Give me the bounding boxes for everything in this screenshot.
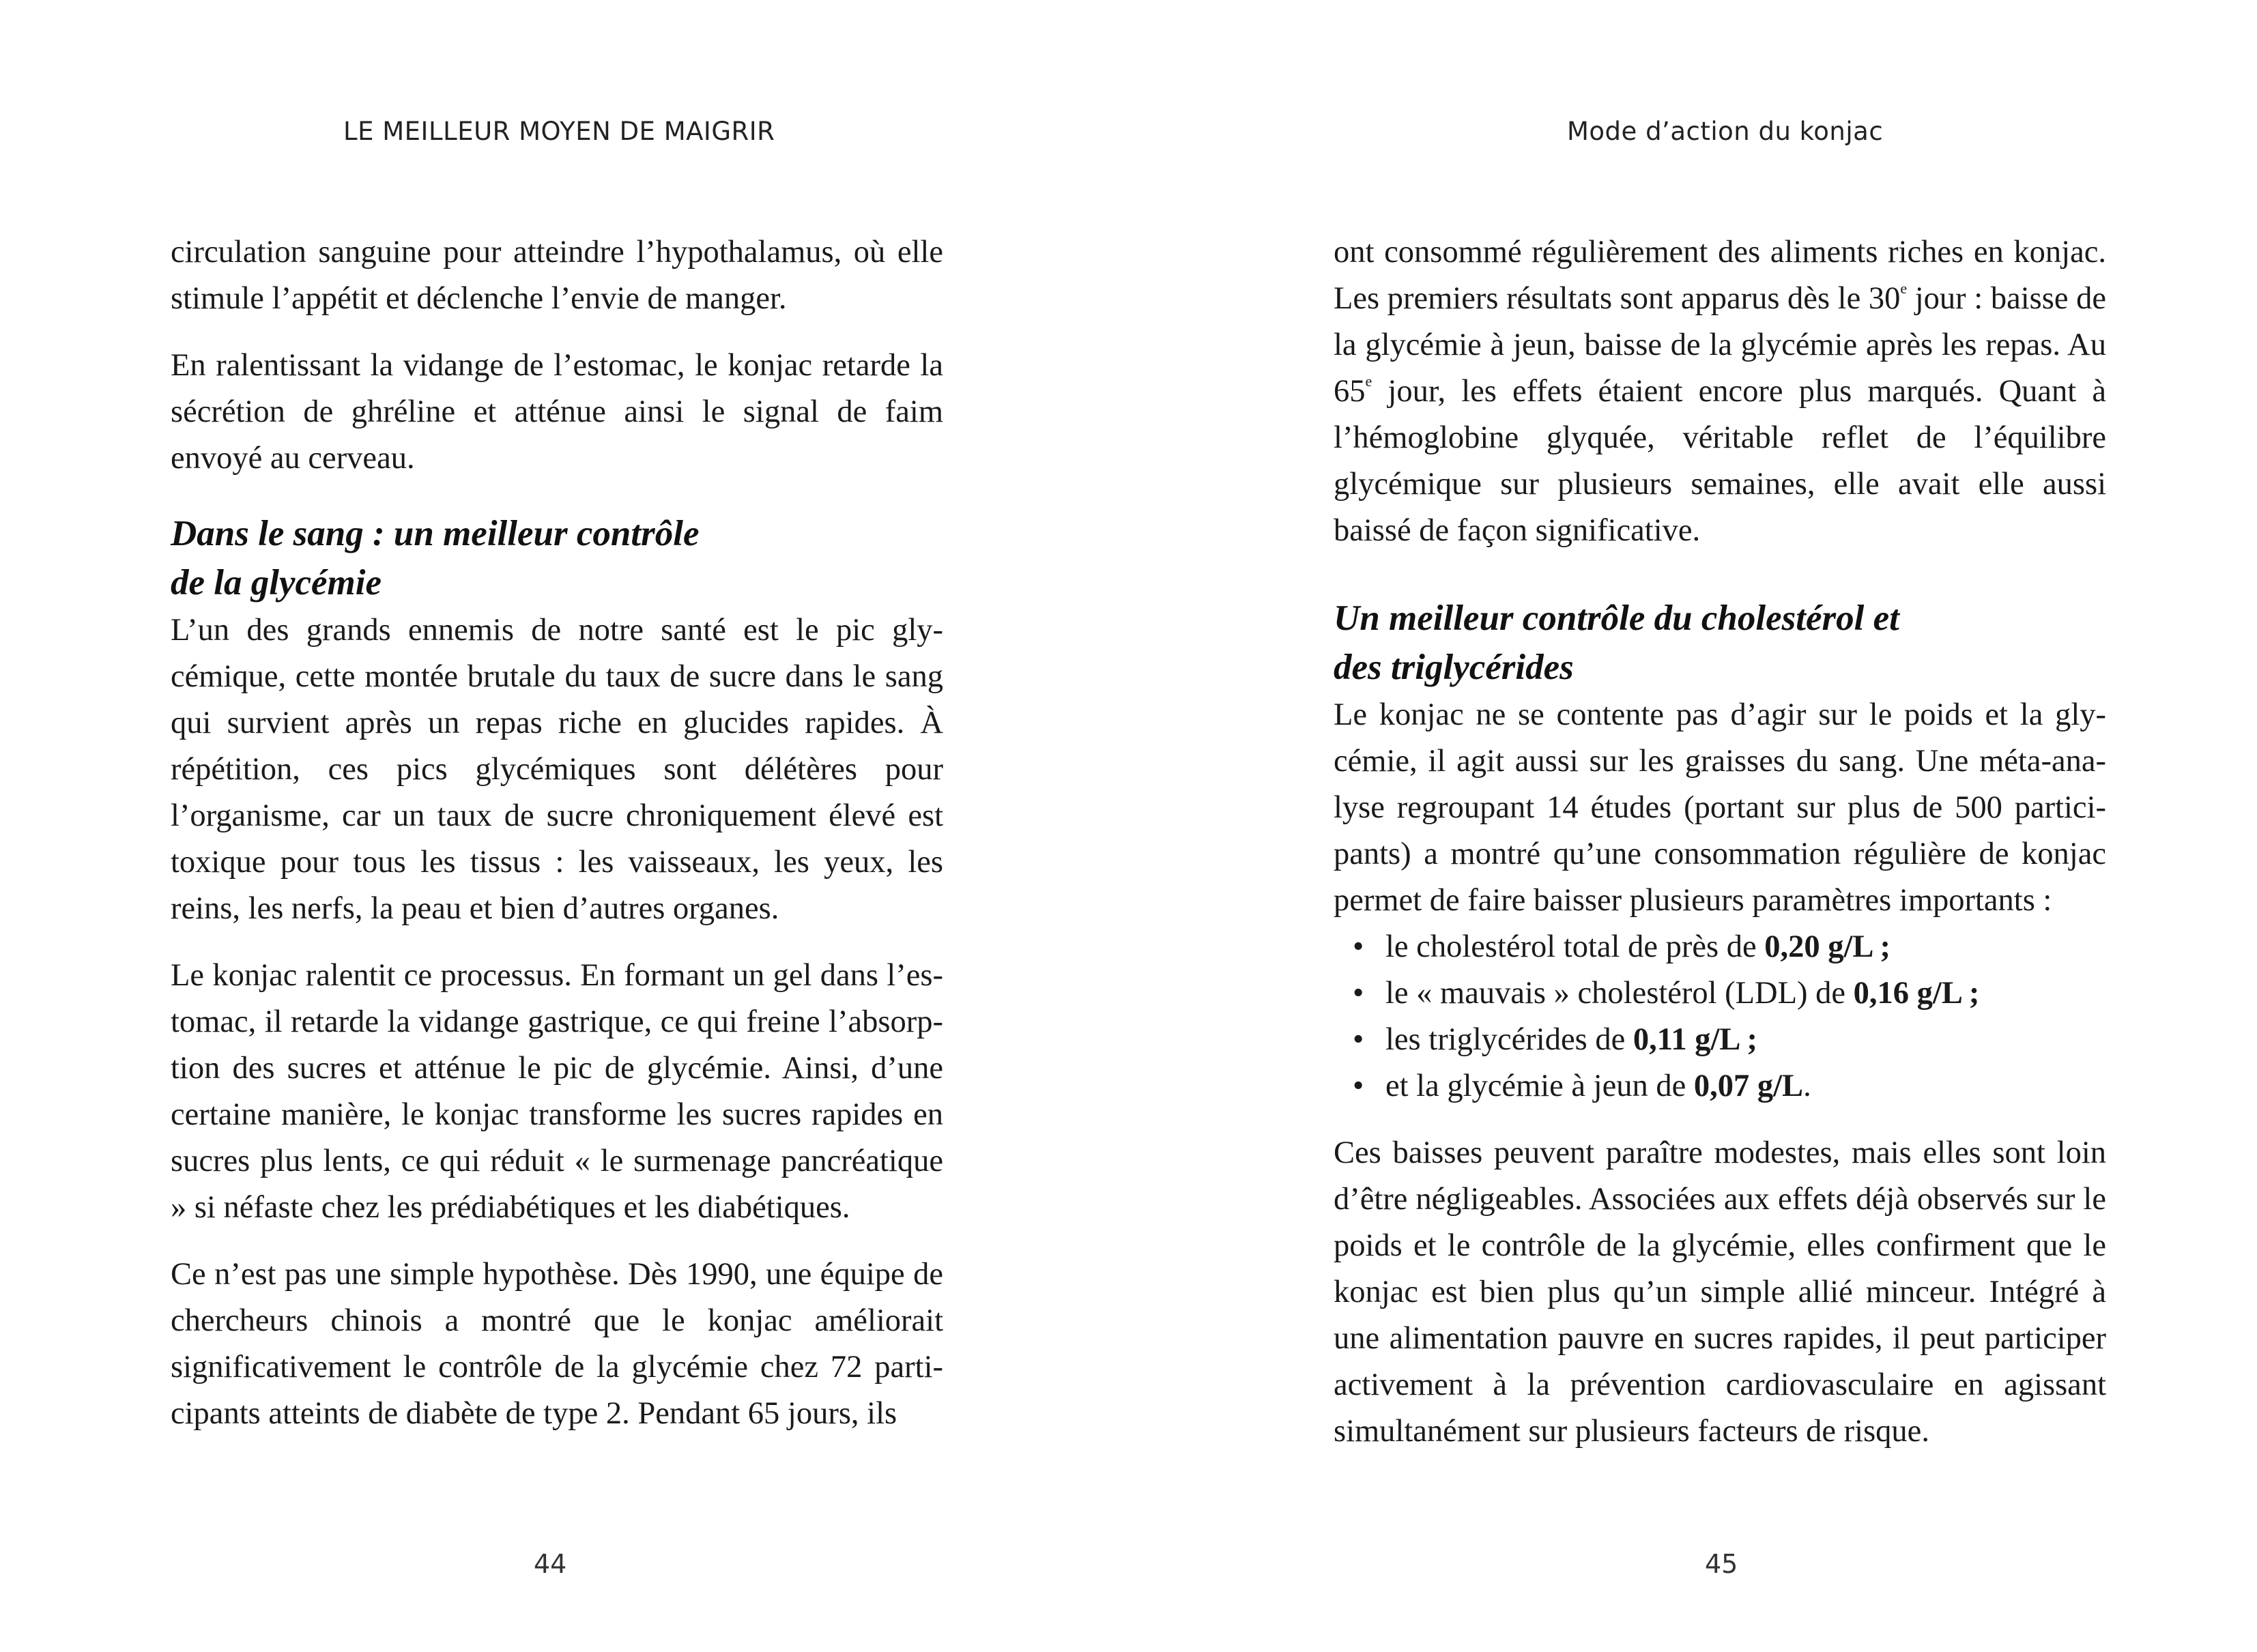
list-item-value: 0,07 g/L xyxy=(1693,1069,1804,1103)
list-item-value: 0,11 g/L ; xyxy=(1633,1022,1757,1057)
paragraph xyxy=(1334,229,2106,554)
right-page xyxy=(1129,0,2257,1652)
page-number-right: 45 xyxy=(1705,1549,1738,1579)
bullet-icon: • xyxy=(1353,929,1364,964)
paragraph: circulation sanguine pour atteindre l’hypothalamus, où elle stimule l’appétit et déclenche l’envie de manger. xyxy=(171,235,943,316)
right-text-block xyxy=(1334,229,2106,1455)
list-item xyxy=(1353,1017,2106,1063)
section-heading xyxy=(171,509,943,607)
paragraph: En ralentissant la vidange de l’estomac, le konjac retarde la sécrétion de ghréline et atténue ainsi le signal de faim envoyé au cerveau. xyxy=(171,348,943,476)
bullet-icon: • xyxy=(1353,976,1364,1011)
paragraph: Ces baisses peuvent paraître modestes, mais elles sont loin d’être négligeables. Associées aux effets déjà observés sur le poids et le contrôle de la glycémie, elles confirment que le konjac est bien plus qu’un simple allié minceur. Intégré à une alimentation pauvre en sucres rapides, il peut participer activement à la prévention cardiovasculaire en agissant simultanément sur plusieurs facteurs de risque. xyxy=(1334,1135,2106,1449)
list-item-text: le « mauvais » cholestérol (LDL) de xyxy=(1385,976,1854,1011)
list-item xyxy=(1353,1063,2106,1110)
text-run: ont consommé régulièrement des aliments riches en konjac. Les premiers résultats sont apparus dès le 30 xyxy=(1334,235,2106,316)
running-head-right: Mode d’action du konjac xyxy=(1567,117,1884,146)
paragraph: Le konjac ralentit ce processus. En formant un gel dans l’estomac, il retarde la vidange gastrique, ce qui freine l’absorption des sucres et atténue le pic de glycémie. Ainsi, d’une certaine manière, le konjac transforme les sucres rapides en sucres plus lents, ce qui réduit « le surmenage pancréatique » si néfaste chez les prédiabétiques et les diabétiques. xyxy=(171,958,943,1225)
list-item-text: et la glycémie à jeun de xyxy=(1385,1069,1694,1103)
running-head-left: LE MEILLEUR MOYEN DE MAIGRIR xyxy=(343,117,775,146)
left-text-block xyxy=(171,229,943,1437)
page-number-left: 44 xyxy=(534,1549,567,1579)
superscript: e xyxy=(1365,373,1372,390)
bullet-icon: • xyxy=(1353,1069,1364,1103)
bullet-icon: • xyxy=(1353,1022,1364,1057)
text-run: jour : baisse de la glycémie à jeun, baisse de la glycémie après les repas. Au 65 xyxy=(1334,281,2106,409)
section-heading-line: des triglycérides xyxy=(1334,648,1574,687)
list-item-text: les triglycérides de xyxy=(1385,1022,1633,1057)
list-item xyxy=(1353,924,2106,970)
paragraph: Ce n’est pas une simple hypothèse. Dès 1990, une équipe de chercheurs chinois a montré que le konjac améliorait significativement le contrôle de la glycémie chez 72 participants atteints de diabète de type 2. Pendant 65 jours, ils xyxy=(171,1257,943,1431)
bullet-list xyxy=(1334,924,2106,1110)
list-item-value: 0,16 g/L ; xyxy=(1853,976,1980,1011)
section-heading-line: Un meilleur contrôle du cholestérol et xyxy=(1334,598,1899,638)
paragraph: Le konjac ne se contente pas d’agir sur le poids et la glycémie, il agit aussi sur les graisses du sang. Une méta-analyse regroupant 14 études (portant sur plus de 500 participants) a montré qu’une consommation régulière de konjac permet de faire baisser plusieurs paramètres importants : xyxy=(1334,697,2106,918)
section-heading-line: de la glycémie xyxy=(171,563,382,603)
list-item-text: le cholestérol total de près de xyxy=(1385,929,1765,964)
section-heading-line: Dans le sang : un meilleur contrôle xyxy=(171,514,700,553)
text-run: jour, les effets étaient encore plus marqués. Quant à l’hémoglobine glyquée, véritable reflet de l’équilibre glycémique sur plusieurs semaines, elle avait elle aussi baissé de façon significative. xyxy=(1334,374,2106,548)
superscript: e xyxy=(1900,280,1908,297)
paragraph: L’un des grands ennemis de notre santé est le pic glycémique, cette montée brutale du taux de sucre dans le sang qui survient après un repas riche en glucides rapides. À répétition, ces pics glycémiques sont délétères pour l’organisme, car un taux de sucre chroniquement élevé est toxique pour tous les tissus : les vaisseaux, les yeux, les reins, les nerfs, la peau et bien d’autres organes. xyxy=(171,613,943,926)
list-item-value: 0,20 g/L ; xyxy=(1764,929,1891,964)
section-heading xyxy=(1334,594,2106,692)
list-item-tail: . xyxy=(1803,1069,1811,1103)
list-item xyxy=(1353,970,2106,1017)
